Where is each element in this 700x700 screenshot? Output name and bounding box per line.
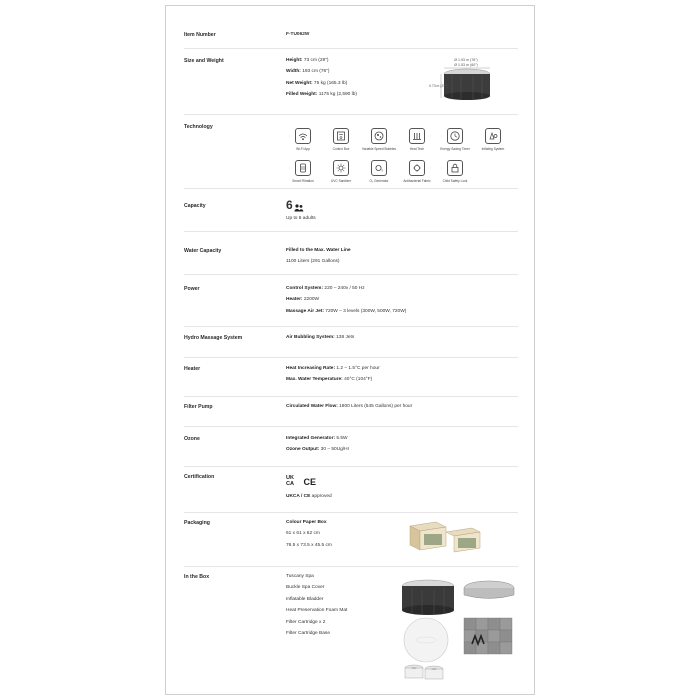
row-item-number [184, 32, 518, 49]
row-size-weight [184, 58, 518, 115]
diagram-side-label: 0.73 m (29") [429, 84, 448, 88]
svg-text:3: 3 [381, 168, 383, 173]
ozone-generator-icon [371, 160, 387, 176]
spec-sheet [165, 5, 535, 695]
list-item: Tuscany Spa [286, 574, 314, 579]
tech-item: Antibacterial Fabric [400, 160, 434, 183]
row-packaging [184, 520, 518, 567]
packaging-box-image [406, 518, 482, 554]
row-label: Capacity [184, 203, 206, 209]
tech-item: Inflating System [476, 128, 510, 151]
capacity-values [286, 199, 316, 223]
antibacterial-fabric-icon [409, 160, 425, 176]
child-safety-lock-icon [447, 160, 463, 176]
tech-item: UVC Sanitizer [324, 160, 358, 183]
row-filter-pump [184, 404, 518, 427]
inbox-list [286, 571, 347, 639]
ce-mark: CE [303, 476, 317, 487]
tech-item: Child Safety Lock [438, 160, 472, 183]
row-label: Size and Weight [184, 58, 224, 64]
row-capacity [184, 198, 518, 232]
row-label: Hydro Massage System [184, 335, 243, 341]
row-heater [184, 366, 518, 397]
tech-item: Control Box [324, 128, 358, 151]
capacity-sub: Up to 6 adults [286, 216, 316, 221]
filter-values: Circulated Water Flow: 1800 Liters (545 Gallons) per hour [286, 404, 413, 409]
row-label: Packaging [184, 520, 210, 526]
row-label: Item Number [184, 32, 216, 38]
cert-text: UKCA / CE approved [286, 494, 332, 499]
diagram-inner-label: Ø 1.53 m (60") [454, 63, 478, 67]
capacity-number: 6 [286, 198, 293, 212]
tech-item: Energy Saving Timer [438, 128, 472, 151]
control-box-icon [333, 128, 349, 144]
list-item: Filter Cartridge Base [286, 631, 330, 637]
size-values: Height: 73 cm (29") Width: 193 cm (76") Net Weight: 75 kg (165.3 lb) Filled Weight: 1175 kg (2,590 lb) [286, 58, 358, 98]
list-item: Buckle Spa Cover [286, 585, 325, 591]
tech-item: Wi-Fi App [286, 128, 320, 151]
row-label: Filter Pump [184, 404, 213, 410]
row-ozone [184, 436, 518, 467]
heater-values: Heat Increasing Rate: 1.2 – 1.5°C per hour Max. Water Temperature: 40°C (104°F) [286, 366, 380, 383]
ozone-values: Integrated Generator: 5.5W Ozone Output: 30 – 50Ug/Hr [286, 436, 350, 453]
row-label: Technology [184, 124, 213, 130]
tech-item: Smart Filtration [286, 160, 320, 183]
energy-saving-timer-icon [447, 128, 463, 144]
row-certification [184, 474, 518, 513]
people-icon [294, 204, 304, 212]
row-label: Power [184, 286, 200, 292]
row-label: Certification [184, 474, 215, 480]
power-values: Control System: 220 – 240v / 50 Hz Heater: 2200W Massage Air Jet: 720W – 3 levels (300W, 500W, 720W) [286, 286, 407, 314]
list-item: Heat Preservation Foam Mat [286, 608, 348, 614]
smart-filtration-icon [295, 160, 311, 176]
variable-speed-bubbles-icon [371, 128, 387, 144]
water-values: Filled to the Max. Water Line 1100 Liters (291 Gallons) [286, 248, 351, 265]
tech-item: Variable Speed Bubbles [362, 128, 396, 151]
inflating-system-icon [485, 128, 501, 144]
list-item: Filter Cartridge x 2 [286, 619, 326, 625]
wifi-app-icon [295, 128, 311, 144]
item-number-value: F-TU062W [286, 32, 310, 37]
packaging-values: Colour Paper Box 61 x 61 x 62 cm 76.5 x 73.5 x 45.5 cm [286, 520, 332, 548]
row-water-capacity [184, 248, 518, 275]
row-hydro-massage [184, 335, 518, 358]
row-label: Heater [184, 366, 201, 372]
cert-marks [286, 473, 316, 491]
tech-item: Heat Tech [400, 128, 434, 151]
row-technology [184, 124, 518, 189]
hydro-values: Air Bubbling System: 138 Jets [286, 335, 355, 340]
spa-dimension-diagram [428, 56, 498, 108]
row-label: Ozone [184, 436, 200, 442]
uvc-sanitizer-icon [333, 160, 349, 176]
row-power [184, 286, 518, 327]
row-label: In the Box [184, 574, 210, 580]
box-contents-image [400, 578, 518, 682]
list-item: Inflatable Bladder [286, 596, 324, 602]
heat-tech-icon [409, 128, 425, 144]
diagram-top-label: Ø 1.93 m (76") [454, 58, 478, 62]
row-in-the-box [184, 574, 518, 684]
row-label: Water Capacity [184, 248, 222, 254]
ukca-mark: UK CA [286, 475, 295, 487]
tech-item: 3 O₃ Generator [362, 160, 396, 183]
